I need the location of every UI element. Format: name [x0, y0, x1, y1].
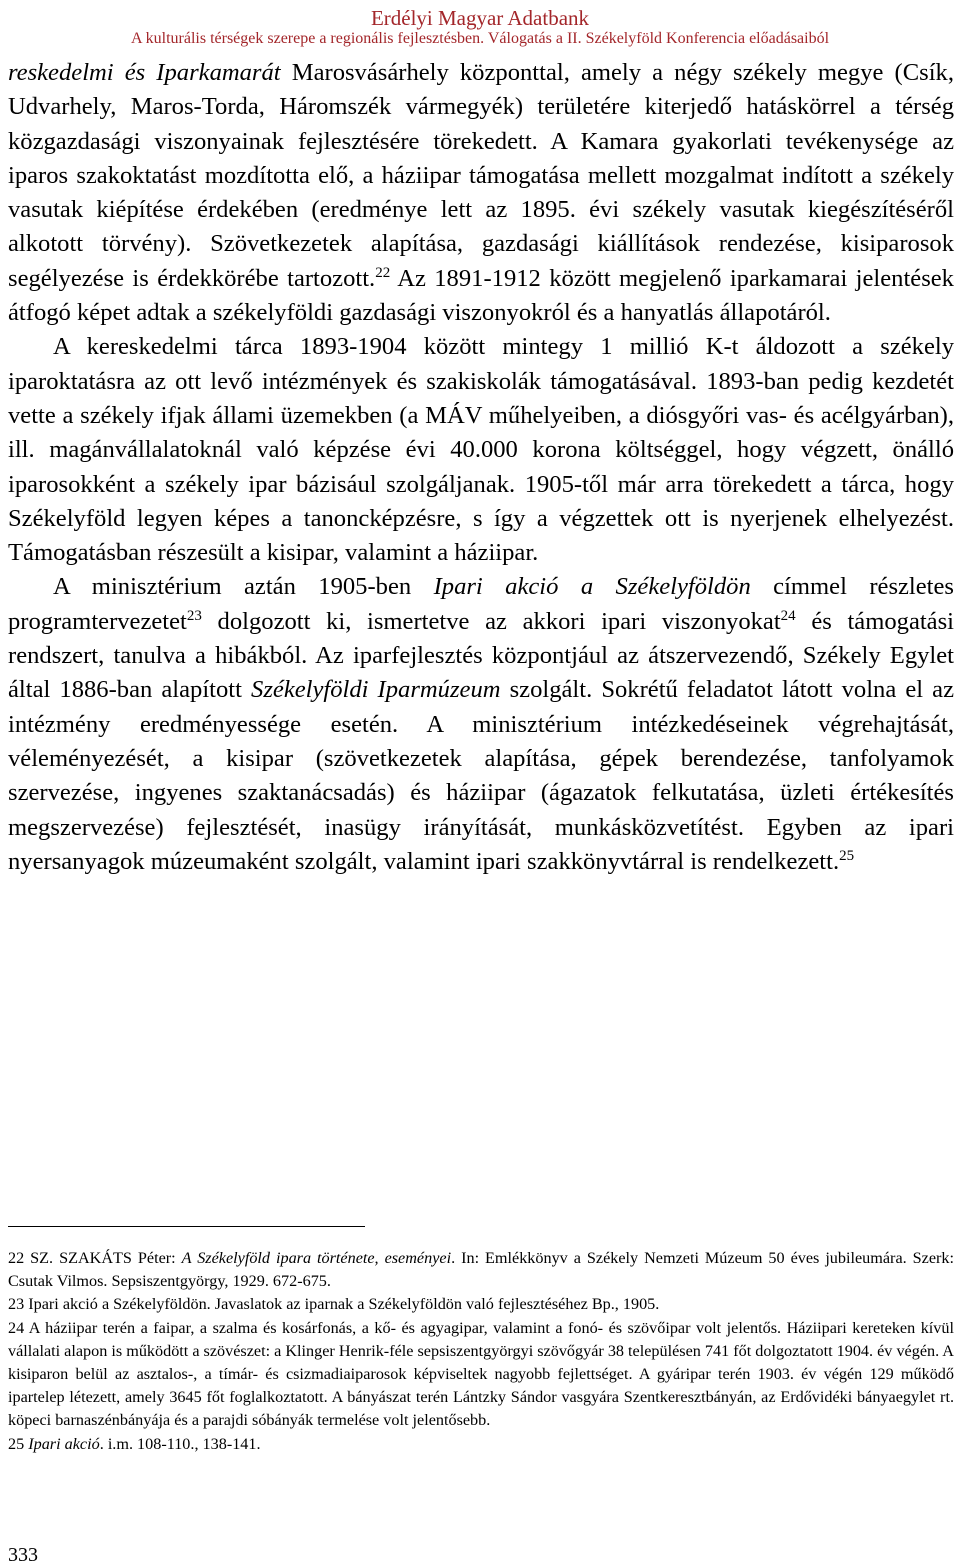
italic-museum: Székelyföldi Iparmúzeum [251, 676, 501, 704]
paragraph-1-text-b: Az 1891-1912 között megjelenő iparkamarai jelentések átfogó képet adtak a székelyföldi gazdasági viszonyokról és a hanyatlás állapotáról. [8, 264, 954, 327]
paragraph-2: A kereskedelmi tárca 1893-1904 között mintegy 1 millió K-t áldozott a székely iparoktatásra az ott levő intézmények és szakiskolák támogatásával. 1893-ban pedig kezdetét vette a székely ifjak állami üzemekben (a MÁV műhelyeiben, a diósgyőri vas- és acélgyárban), ill. magánvállalatoknál való képzése évi 40.000 korona költséggel, hogy végzett, önálló iparosokként a székely ipar bázisául szolgáljanak. 1905-től már arra törekedett a tárca, hogy Székelyföld legyen képes a tanoncképzésre, s így a végzettek ott is nyerjenek elhelyezést. Támogatásban részesült a kisipar, valamint a háziipar. [8, 333, 954, 567]
footnote-25 [8, 1433, 954, 1456]
footnote-22-lead: 22 SZ. SZAKÁTS Péter: [8, 1249, 182, 1267]
main-text [8, 56, 954, 879]
footnote-ref-22[interactable]: 22 [375, 264, 391, 281]
footnote-22-title: A Székelyföld ipara története, eseményei [181, 1249, 452, 1267]
footnote-ref-23[interactable]: 23 [186, 607, 202, 624]
site-title: Erdélyi Magyar Adatbank [370, 6, 590, 30]
page-number: 333 [8, 1544, 38, 1566]
footnote-divider [8, 1226, 365, 1227]
footnote-24: 24 A háziipar terén a faipar, a szalma és kosárfonás, a kő- és agyagipar, valamint a fonó- és szövőipar volt jelentős. Háziipari kereteken kívül vállalati alapon is működött a szövészet: a Klinger Henrik-féle sepsiszentgyörgyi szövőgyár 38 településen 741 főt dolgoztatott 1904. év végén. A kisiparon belül az asztalos-, a tímár- és csizmadiaiparosok képviseltek nagyobb fejlettséget. A gyáripar terén 1903. év végén 129 működő ipartelep létezett, amely 3645 főt foglalkoztatott. A bányászat terén Lántzky Sándor vasgyára Szentkeresztbányán, az Erdővidéki bányaegylet rt. köpeci barnaszénbányája és a parajdi sóbányák termelése volt jelentősebb. [8, 1318, 954, 1430]
footnotes [8, 1247, 954, 1456]
footnote-ref-24[interactable]: 24 [780, 607, 796, 624]
italic-lead: reskedelmi és Iparkamarát [8, 59, 281, 86]
paragraph-3-text-a: A minisztérium aztán 1905-ben [53, 573, 434, 601]
paragraph-1-text-a: Marosvásárhely központtal, amely a négy székely megye (Csík, Udvarhely, Maros-Torda, Háromszék vármegyék) területére kiterjedő hatáskörrel a térség közgazdasági viszonyainak fejlesztésére törekedett. A Kamara gyakorlati tevékenysége az iparos szakoktatást mozdította elő, a háziipar támogatása mellett mozgalmat indított a székely vasutak kiépítése érdekében (eredménye lett az 1895. évi székely vasutak kiegészítéséről alkotott törvény). Szövetkezetek alapítása, gazdasági kiállítások rendezése, kisiparosok segélyezése is érdekkörébe tartozott. [8, 59, 954, 292]
paragraph-3-text-b: címmel részletes programtervezetet [8, 573, 954, 635]
footnote-22 [8, 1247, 954, 1293]
footnote-25-rest: . i.m. 108-110., 138-141. [99, 1434, 261, 1453]
footnote-23: 23 Ipari akció a Székelyföldön. Javaslatok az iparnak a Székelyföldön való fejlesztéséhez Bp., 1905. [8, 1295, 660, 1314]
paragraph-3 [8, 570, 954, 879]
italic-title: Ipari akció a Székelyföldön [433, 573, 751, 601]
paragraph-1 [8, 56, 954, 330]
footnote-22-rest: . In: Emlékkönyv a Székely Nemzeti Múzeum 50 éves jubileumára. Szerk: Csutak Vilmos. Sepsiszentgyörgy, 1929. 672-675. [8, 1249, 954, 1291]
paragraph-3-text-d: és támogatási rendszert, tanulva a hibákból. Az iparfejlesztés központjául az átszervezendő, Székely Egylet által 1886-ban alapított [8, 607, 955, 704]
page-header [0, 6, 960, 49]
footnote-25-lead: 25 [8, 1434, 29, 1453]
paragraph-3-text-e: szolgált. Sokrétű feladatot látott volna el az intézmény eredményessége esetén. A minisztérium intézkedéseinek végrehajtását, véleményezését, a kisipar (szövetkezetek alapítása, gépek berendezése, tanfolyamok szervezése, ingyenes szaktanácsadás) és háziipar (ágazatok felkutatása, üzleti értékesítés megszervezése) fejlesztését, inasügy irányítását, munkásközvetítést. Egyben az ipari nyersanyagok múzeumaként szolgált, valamint ipari szakkönyvtárral is rendelkezett. [8, 676, 954, 875]
paragraph-3-text-c: dolgozott ki, ismertetve az akkori ipari viszonyokat [201, 607, 781, 635]
collection-subtitle: A kulturális térségek szerepe a regionális fejlesztésben. Válogatás a II. Székelyföld Konferencia előadásaiból [130, 30, 830, 48]
footnote-25-title: Ipari akció [28, 1434, 100, 1453]
footnote-ref-25[interactable]: 25 [839, 847, 855, 864]
